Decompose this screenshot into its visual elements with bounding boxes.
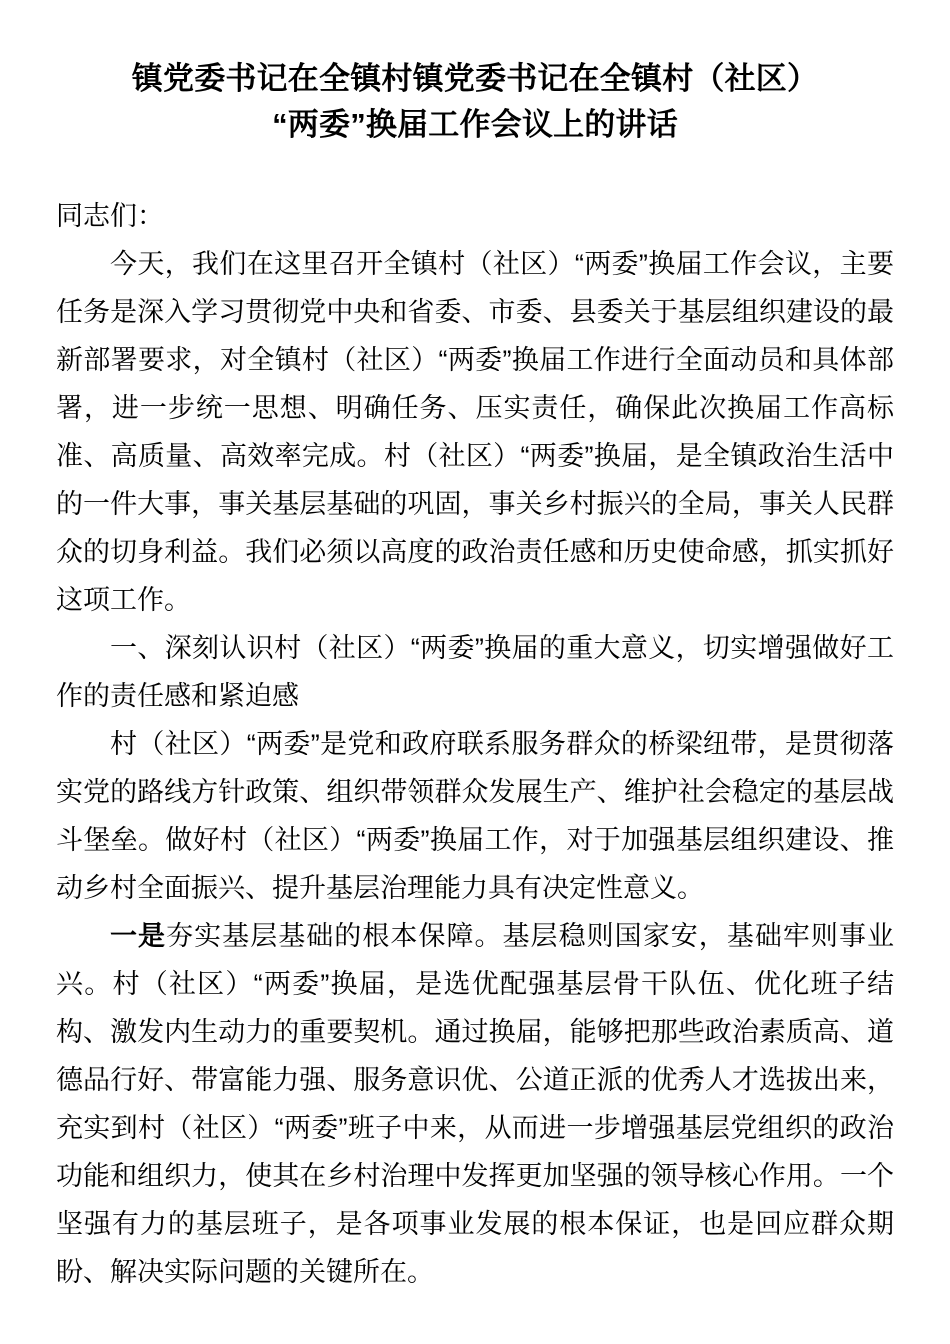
document-body [56,0,894,1296]
point-one-text: 夯实基层基础的根本保障。基层稳则国家安，基础牢则事业兴。村（社区）“两委”换届，是选优配强基层骨干队伍、优化班子结构、激发内生动力的重要契机。通过换届，能够把那些政治素质高、道德品行好、带富能力强、服务意识优、公道正派的优秀人才选拔出来，充实到村（社区）“两委”班子中来，从而进一步增强基层党组织的政治功能和组织力，使其在乡村治理中发挥更加坚强的领导核心作用。一个坚强有力的基层班子，是各项事业发展的根本保证，也是回应群众期盼、解决实际问题的关键所在。 [56,921,895,1287]
salutation: 同志们： [56,201,164,231]
paragraph-significance: 村（社区）“两委”是党和政府联系服务群众的桥梁纽带，是贯彻落实党的路线方针政策、组织带领群众发展生产、维护社会稳定的基层战斗堡垒。做好村（社区）“两委”换届工作，对于加强基层组织建设、推动乡村全面振兴、提升基层治理能力具有决定性意义。 [56,729,894,903]
paragraph-point-one [56,912,894,1296]
page-title [56,0,894,148]
point-one-lead: 一是 [110,921,167,951]
title-line-2: “两委”换届工作会议上的讲话 [272,107,678,142]
title-line-1: 镇党委书记在全镇村镇党委书记在全镇村（社区） [131,61,819,96]
section-heading-one: 一、深刻认识村（社区）“两委”换届的重大意义，切实增强做好工作的责任感和紧迫感 [56,633,894,711]
paragraph-opening: 今天，我们在这里召开全镇村（社区）“两委”换届工作会议，主要任务是深入学习贯彻党中央和省委、市委、县委关于基层组织建设的最新部署要求，对全镇村（社区）“两委”换届工作进行全面动员和具体部署，进一步统一思想、明确任务、压实责任，确保此次换届工作高标准、高质量、高效率完成。村（社区）“两委”换届，是全镇政治生活中的一件大事，事关基层基础的巩固，事关乡村振兴的全局，事关人民群众的切身利益。我们必须以高度的政治责任感和历史使命感，抓实抓好这项工作。 [56,249,894,615]
title-spacer [56,148,894,192]
